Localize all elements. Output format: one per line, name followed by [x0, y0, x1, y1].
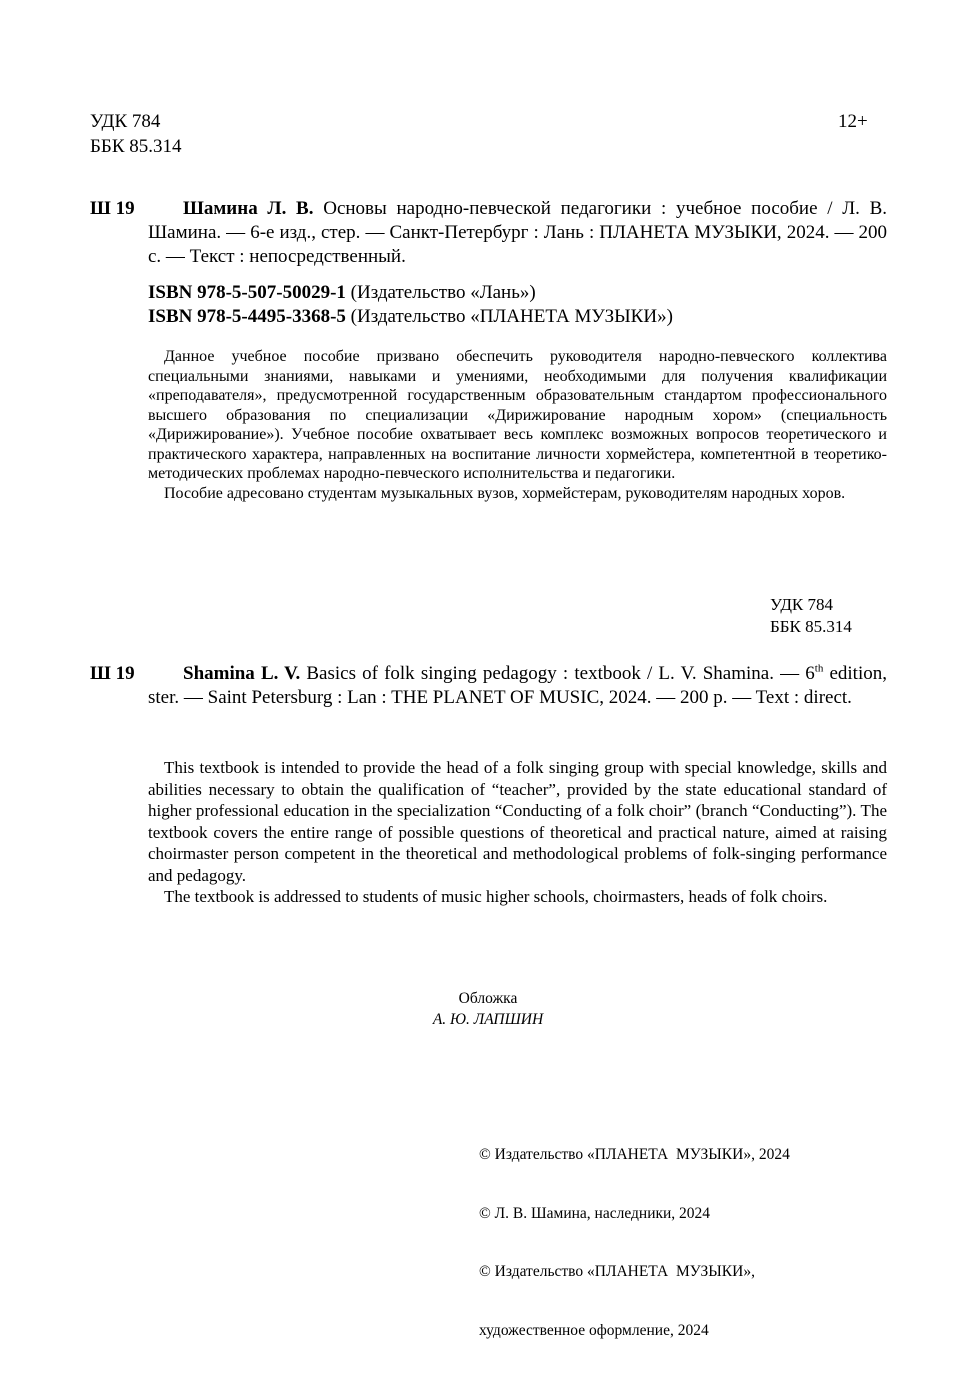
- copyright-block: [479, 1106, 790, 1360]
- cover-artist: А. Ю. ЛАПШИН: [432, 1011, 544, 1028]
- ru-isbn-2-number: ISBN 978-5-4495-3368-5: [148, 306, 346, 327]
- en-record-author: Shamina L. V.: [183, 663, 301, 684]
- ru-record-index: Ш 19: [90, 198, 135, 219]
- cover-label: Обложка: [458, 990, 518, 1007]
- en-record-sup: th: [814, 662, 824, 675]
- ru-record-title: Основы народно-певческой педагогики : учебное пособие / Л. В. Шамина. — 6-е изд., стер. — Санкт-Петербург : Лань : ПЛАНЕТА МУЗЫКИ, 2024. — 200 с. — Текст : непосредственный.: [148, 198, 888, 267]
- bbk-header: ББК 85.314: [90, 136, 182, 157]
- ru-record-author: Шамина Л. В.: [183, 198, 314, 219]
- copyright-line-4: художественное оформление, 2024: [479, 1321, 709, 1339]
- ru-isbn-1: [148, 281, 536, 305]
- copyright-line-2: © Л. В. Шамина, наследники, 2024: [479, 1204, 711, 1222]
- en-record-title: Basics of folk singing pedagogy : textbook / L. V. Shamina. — 6: [306, 663, 815, 684]
- ru-isbn-1-publisher: (Издательство «Лань»): [350, 282, 536, 303]
- en-abstract: [148, 757, 887, 908]
- en-bbk: ББК 85.314: [770, 617, 852, 636]
- en-abstract-p1: This textbook is intended to provide the head of a folk singing group with special knowledge, skills and abilities necessary to obtain the qualification of “teacher”, provided by the state educational standard of higher professional education in the specialization “Conducting of a folk choir” (branch “Conducting”). The textbook covers the entire range of possible questions of theoretical and practical nature, aimed at raising choirmaster person competent in the theoretical and methodological problems of folk-singing performance and pedagogy.: [148, 758, 887, 885]
- age-rating: 12+: [838, 111, 868, 132]
- en-udk: УДК 784: [770, 595, 834, 614]
- copyright-line-3: © Издательство «ПЛАНЕТА МУЗЫКИ»,: [479, 1263, 755, 1280]
- ru-abstract-p1: Данное учебное пособие призвано обеспечить руководителя народно-певческого коллектива специальными знаниями, навыками и умениями, необходимыми для получения квалификации «преподавателя», предусмотренной государственным образовательным стандартом профессионального высшего образования по специализации «Дирижирование народным хором» (специальность «Дирижирование»). Учебное пособие охватывает весь комплекс возможных вопросов теоретического и практического характера, направленных на воспитание личности хормейстера, компетентной в теоретико-методических проблемах народно-певческого исполнительства и педагогики.: [148, 348, 887, 482]
- ru-isbn-2-publisher: (Издательство «ПЛАНЕТА МУЗЫКИ»): [350, 306, 673, 327]
- ru-isbn-2: [148, 305, 673, 329]
- copyright-line-1: © Издательство «ПЛАНЕТА МУЗЫКИ», 2024: [479, 1146, 790, 1163]
- en-record-description: [148, 662, 887, 710]
- en-abstract-p2: The textbook is addressed to students of music higher schools, choirmasters, heads of folk choirs.: [164, 887, 828, 906]
- ru-abstract: [148, 347, 887, 503]
- en-record-index: Ш 19: [90, 663, 135, 684]
- ru-isbn-1-number: ISBN 978-5-507-50029-1: [148, 282, 346, 303]
- udk-header: УДК 784: [90, 111, 161, 132]
- en-record-title-cont: edition, ster. — Saint Petersburg : Lan : THE PLANET OF MUSIC, 2024. — 200 p. — Text : direct.: [148, 663, 887, 708]
- ru-record-description: [148, 197, 887, 269]
- ru-abstract-p2: Пособие адресовано студентам музыкальных вузов, хормейстерам, руководителям народных хоров.: [164, 484, 846, 502]
